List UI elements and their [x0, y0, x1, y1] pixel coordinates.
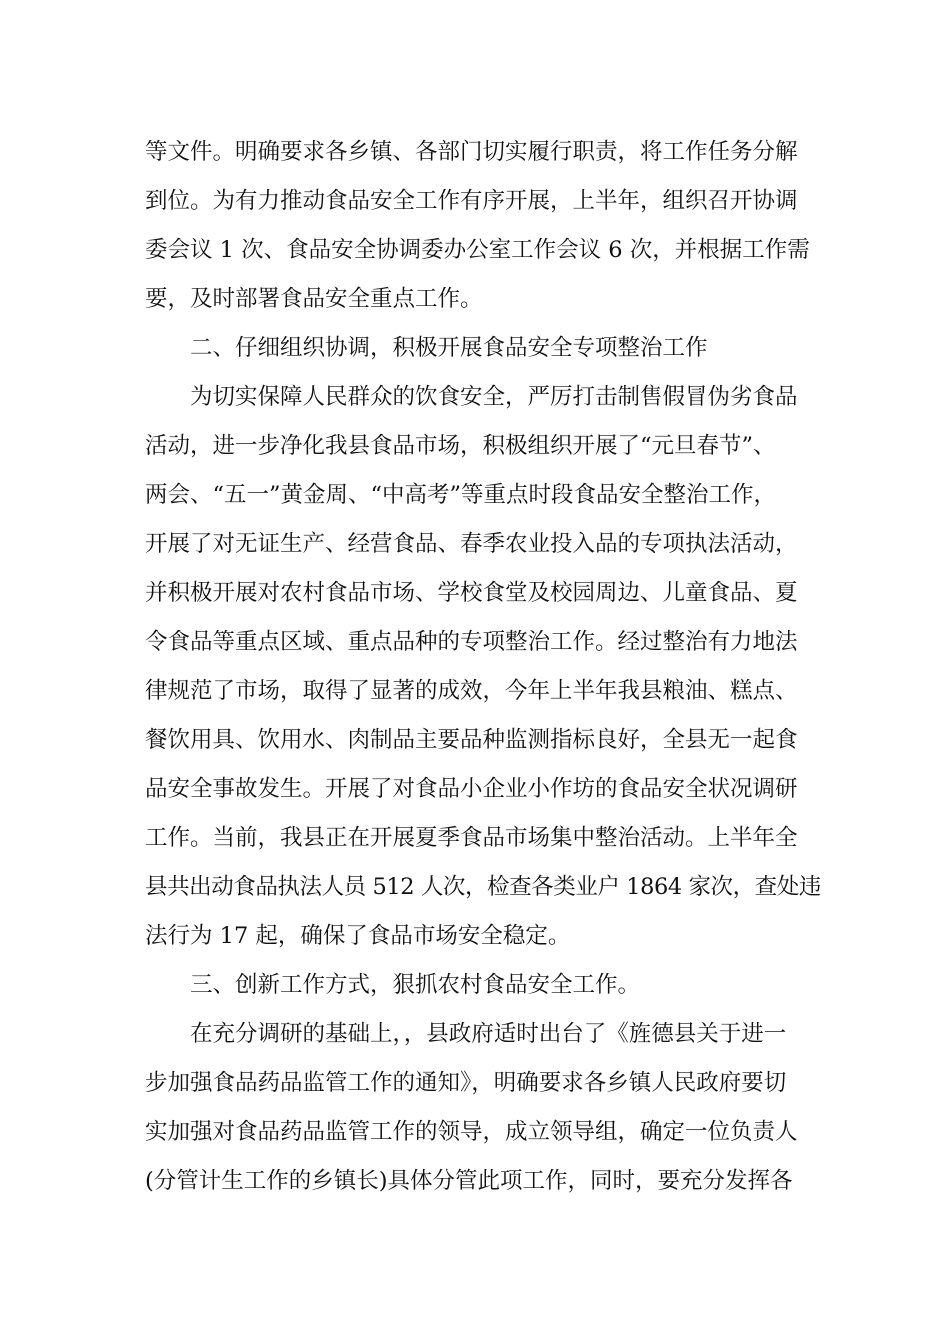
text-line: 在充分调研的基础上，，县政府适时出台了《旌德县关于进一 [190, 1021, 787, 1047]
text-line: 工作。当前，我县正在开展夏季食品市场集中整治活动。上半年全 [145, 825, 798, 851]
text-line: 开展了对无证生产、经营食品、春季农业投入品的专项执法活动， [145, 531, 798, 557]
text-line: 两会、“五一”黄金周、“中高考”等重点时段食品安全整治工作， [145, 482, 777, 508]
text-line: 二、仔细组织协调，积极开展食品安全专项整治工作 [190, 335, 708, 361]
body-text [145, 128, 821, 1206]
text-line: 等文件。明确要求各乡镇、各部门切实履行职责，将工作任务分解 [145, 139, 798, 165]
text-line: 并积极开展对农村食品市场、学校食堂及校园周边、儿童食品、夏 [145, 580, 798, 606]
text-line: 律规范了市场，取得了显著的成效，今年上半年我县粮油、糕点、 [145, 678, 798, 704]
text-line: 三、创新工作方式，狠抓农村食品安全工作。 [190, 972, 641, 998]
text-line: 县共出动食品执法人员 512 人次，检查各类业户 1864 家次，查处违 [145, 874, 821, 900]
text-line: 实加强对食品药品监管工作的领导，成立领导组，确定一位负责人 [145, 1119, 798, 1145]
text-line: 到位。为有力推动食品安全工作有序开展，上半年，组织召开协调 [145, 188, 798, 214]
text-line: 法行为 17 起，确保了食品市场安全稳定。 [145, 923, 571, 949]
text-line: 活动，进一步净化我县食品市场，积极组织开展了“元旦春节”、 [145, 433, 776, 459]
text-line: 令食品等重点区域、重点品种的专项整治工作。经过整治有力地法 [145, 629, 798, 655]
text-line: 委会议 1 次、食品安全协调委办公室工作会议 6 次，并根据工作需 [145, 237, 810, 263]
text-line: (分管计生工作的乡镇长)具体分管此项工作，同时，要充分发挥各 [145, 1168, 793, 1194]
text-line: 要，及时部署食品安全重点工作。 [145, 286, 483, 312]
text-line: 为切实保障人民群众的饮食安全，严厉打击制售假冒伪劣食品 [190, 384, 798, 410]
text-line: 品安全事故发生。开展了对食品小企业小作坊的食品安全状况调研 [145, 776, 798, 802]
text-line: 步加强食品药品监管工作的通知》，明确要求各乡镇人民政府要切 [145, 1070, 787, 1096]
text-line: 餐饮用具、饮用水、肉制品主要品种监测指标良好，全县无一起食 [145, 727, 798, 753]
